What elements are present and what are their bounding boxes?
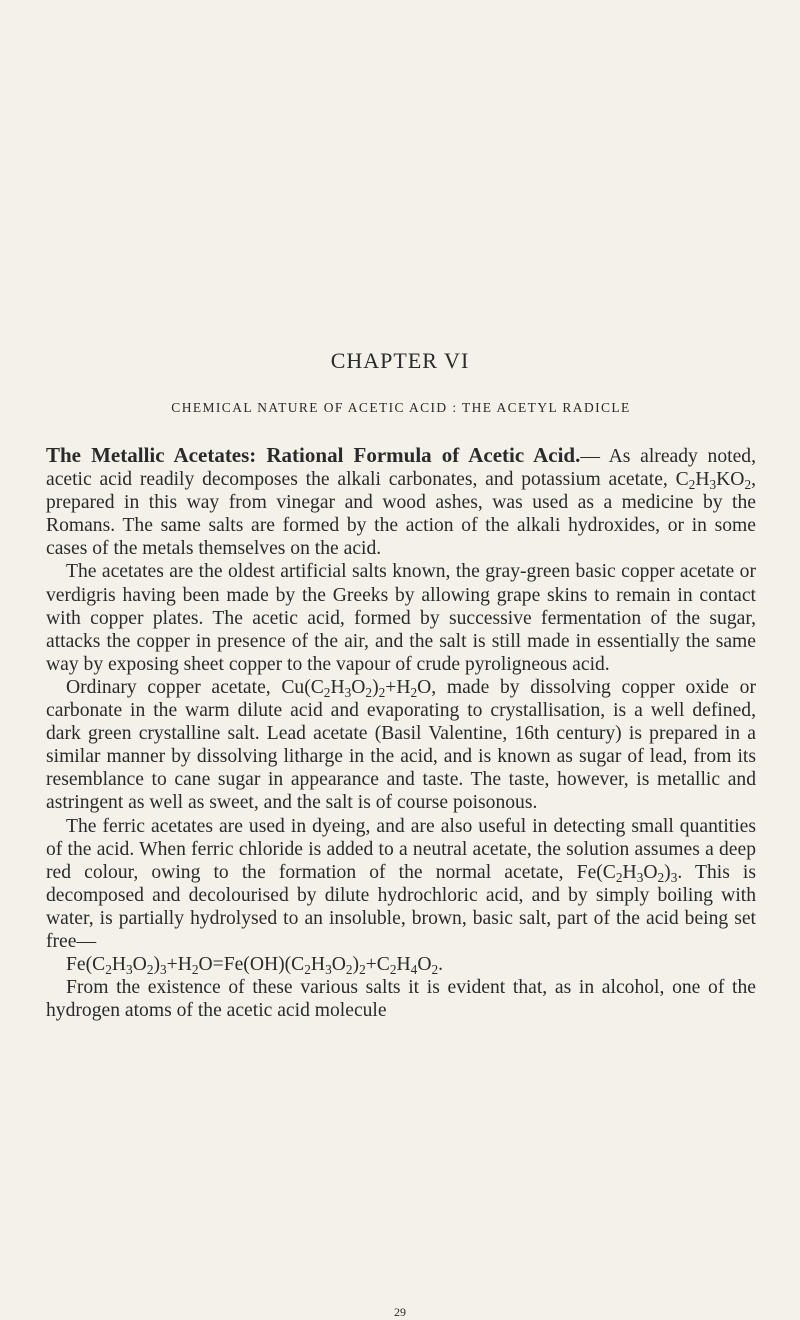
body-text [46, 444, 756, 1022]
subscript: 3 [709, 477, 717, 493]
subscript: 2 [688, 477, 696, 493]
eq-part: H [111, 954, 126, 976]
subscript: 3 [636, 869, 644, 885]
subscript: 2 [657, 869, 665, 885]
eq-part: O=Fe(OH)(C [198, 954, 305, 976]
eq-part: +H [166, 954, 192, 976]
paragraph-2: The acetates are the oldest artificial salts known, the gray-green basic copper acetate or verdigris having been made by the Greeks by allowing grape skins to remain in contact with copper plates. The acetic acid, formed by successive fermentation of the sugar, attacks the copper in presence of the air, and the salt is still made in essentially the same way by exposing sheet copper to the vapour of crude pyroligneous acid. [46, 561, 756, 675]
eq-part: H [310, 954, 326, 976]
eq-part: ) [153, 954, 160, 976]
eq-part: ) [352, 954, 360, 976]
subscript: 2 [191, 962, 199, 978]
subscript: 4 [410, 962, 418, 978]
subscript: 2 [378, 684, 386, 700]
paragraph-5: From the existence of these various salts it is evident that, as in alcohol, one of the hydrogen atoms of the acetic acid molecule [46, 977, 756, 1022]
subscript: 2 [304, 962, 311, 978]
subscript: 2 [615, 869, 623, 885]
subscript: 3 [344, 684, 352, 700]
subscript: 3 [670, 869, 678, 885]
subscript: 2 [105, 962, 112, 978]
p4-text-b: H [622, 861, 637, 883]
p3-text-d: ) [372, 676, 379, 698]
subscript: 2 [744, 477, 752, 493]
paragraph-1 [46, 444, 756, 560]
subscript: 2 [345, 962, 353, 978]
paragraph-3 [46, 676, 756, 815]
paragraph-4 [46, 815, 756, 954]
p3-text-e: +H [385, 676, 411, 698]
eq-part: O [132, 954, 147, 976]
p4-text-e: . This is decomposed and decolourised by dilute hydrochloric acid, and by simply boiling with water, is partially hydrolysed to an insoluble, brown, basic salt, part of the acid being set free— [46, 861, 756, 952]
eq-part: +C [365, 954, 390, 976]
section-heading: The Metallic Acetates: Rational Formula of Acetic Acid. [46, 443, 581, 467]
p1-text-a: — As already noted, acetic acid readily decomposes the alkali carbonates, and potassium acetate, C [46, 446, 756, 491]
eq-part: . [438, 954, 444, 976]
subscript: 3 [126, 962, 133, 978]
p3-text-c: O [351, 676, 366, 698]
page-number: 29 [394, 1305, 406, 1319]
p1-text-c: KO [716, 469, 745, 491]
subscript: 2 [323, 684, 331, 700]
subscript: 2 [410, 684, 418, 700]
eq-part: Fe(C [66, 954, 106, 976]
p3-text-b: H [330, 676, 345, 698]
subscript: 2 [359, 962, 366, 978]
subscript: 2 [365, 684, 373, 700]
eq-part: H [396, 954, 411, 976]
chapter-subtitle: CHEMICAL NATURE OF ACETIC ACID : THE ACETYL RADICLE [171, 400, 631, 415]
subscript: 3 [160, 962, 167, 978]
p4-text-d: ) [664, 861, 671, 883]
p4-text-a: The ferric acetates are used in dyeing, and are also useful in detecting small quantities of the acid. When ferric chloride is added to a neutral acetate, the solution assumes a deep red colour, owing to the formation of the normal acetate, Fe(C [46, 815, 756, 883]
subscript: 2 [389, 962, 397, 978]
p1-text-b: H [695, 469, 710, 491]
eq-part: O [417, 954, 432, 976]
subscript: 3 [325, 962, 332, 978]
eq-part: O [331, 954, 346, 976]
subscript: 2 [146, 962, 154, 978]
p4-text-c: O [643, 861, 658, 883]
chemical-equation [46, 953, 756, 976]
p3-text-f: O, made by dissolving copper oxide or carbonate in the warm dilute acid and evaporating to crystallisation, is a well defined, dark green crystalline salt. Lead acetate (Basil Valentine, 16th century) is prepared in a similar manner by dissolving litharge in the acid, and is known as sugar of lead, from its resemblance to cane sugar in appearance and taste. The taste, however, is metallic and astringent as well as sweet, and the salt is of course poisonous. [46, 676, 756, 814]
subscript: 2 [431, 962, 439, 978]
p3-text-a: Ordinary copper acetate, Cu(C [66, 676, 324, 698]
chapter-title: CHAPTER VI [330, 348, 470, 373]
p1-text-d: , prepared in this way from vinegar and wood ashes, was used as a medicine by the Romans. The same salts are formed by the action of the alkali hydroxides, or in some cases of the metals themselves on the acid. [46, 469, 756, 560]
